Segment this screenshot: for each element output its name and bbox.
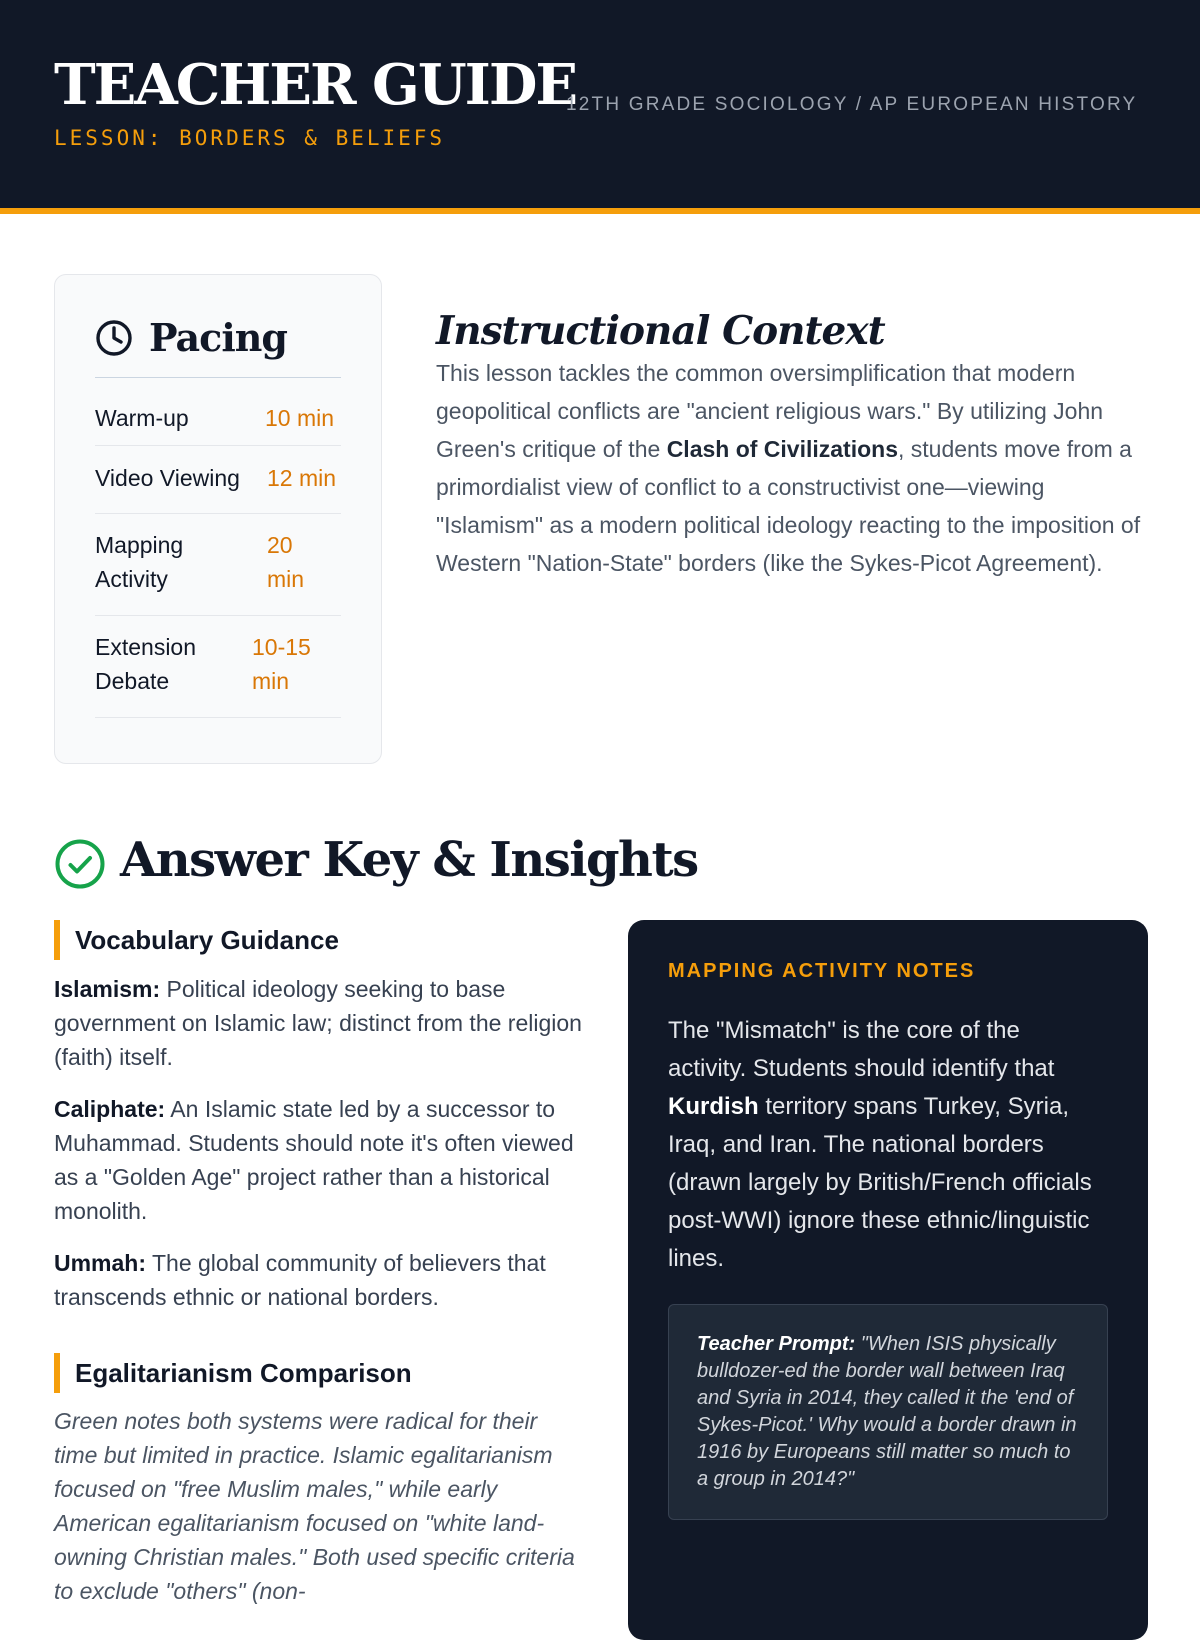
teacher-prompt-text: "When ISIS physically bulldozer-ed the border wall between Iraq and Syria in 2014, they called it the 'end of Sykes-Picot.' Why would a border drawn in 1916 by Europeans still matter so much to a group in 2014?" xyxy=(697,1333,1077,1490)
answer-key-title: Answer Key & Insights xyxy=(120,832,698,888)
mapping-notes-text xyxy=(668,1012,1098,1278)
vocab-entry xyxy=(54,972,584,1074)
mapping-notes-label: MAPPING ACTIVITY NOTES xyxy=(668,960,976,982)
mapping-text: The "Mismatch" is the core of the activity. Students should identify that xyxy=(668,1017,1055,1082)
pacing-activity: Warm-up xyxy=(95,405,189,431)
vocab-term: Ummah: xyxy=(54,1250,147,1276)
guide-title: TEACHER GUIDE xyxy=(54,52,577,118)
pacing-duration: 10 min xyxy=(265,405,335,431)
pacing-row xyxy=(95,445,341,514)
egalitarianism-heading: Egalitarianism Comparison xyxy=(54,1353,574,1393)
mapping-emphasis: Kurdish xyxy=(668,1093,759,1120)
pacing-card xyxy=(54,274,382,764)
vocab-entry xyxy=(54,1092,584,1228)
egalitarianism-text: Green notes both systems were radical for their time but limited in practice. Islamic egalitarianism focused on "free Muslim males," while early American egalitarianism focused on "white land-owning Christian males." Both used specific criteria to exclude "others" (non- xyxy=(54,1408,575,1604)
vocab-definition: The global community of believers that transcends ethnic or national borders. xyxy=(54,1250,546,1310)
teacher-prompt-box xyxy=(668,1304,1108,1520)
clock-icon xyxy=(95,319,133,357)
guide-header xyxy=(0,0,1200,214)
vocab-entry xyxy=(54,1246,584,1314)
mapping-text: territory spans Turkey, Syria, Iraq, and Iran. The national borders (drawn largely by British/French officials post-WWI) ignore these ethnic/linguistic lines. xyxy=(668,1093,1092,1272)
course-label: 12TH GRADE SOCIOLOGY / AP EUROPEAN HISTORY xyxy=(566,94,1138,115)
pacing-header xyxy=(95,315,341,378)
pacing-duration: 10-15 min xyxy=(252,634,311,694)
vocab-definition: Political ideology seeking to base government on Islamic law; distinct from the religion (faith) itself. xyxy=(54,976,582,1070)
lesson-subtitle: LESSON: BORDERS & BELIEFS xyxy=(54,126,446,150)
teacher-prompt-label: Teacher Prompt: xyxy=(697,1333,856,1355)
vocab-term: Islamism: xyxy=(54,976,161,1002)
vocab-definition: An Islamic state led by a successor to Muhammad. Students should note it's often viewed as a "Golden Age" project rather than a historical monolith. xyxy=(54,1096,574,1224)
pacing-activity: Video Viewing xyxy=(95,465,240,491)
pacing-activity: Mapping Activity xyxy=(95,532,184,592)
context-emphasis: Clash of Civilizations xyxy=(666,436,899,462)
pacing-title: Pacing xyxy=(149,315,287,360)
pacing-row xyxy=(95,513,341,616)
pacing-duration: 12 min xyxy=(267,465,337,491)
pacing-row xyxy=(95,393,341,446)
pacing-row xyxy=(95,615,341,718)
context-text: This lesson tackles the common oversimplification that modern geopolitical conflicts are "ancient religious wars." By utilizing John Green's critique of the xyxy=(436,360,1104,462)
context-title: Instructional Context xyxy=(436,308,885,355)
vocab-term: Caliphate: xyxy=(54,1096,166,1122)
pacing-activity: Extension Debate xyxy=(95,634,197,694)
vocabulary-heading: Vocabulary Guidance xyxy=(54,920,574,960)
pacing-duration: 20 min xyxy=(267,532,305,592)
mapping-notes-card xyxy=(628,920,1148,1640)
check-circle-icon xyxy=(54,838,106,890)
context-paragraph xyxy=(436,354,1156,582)
context-text: , students move from a primordialist view of conflict to a constructivist one—viewing "Islamism" as a modern political ideology reacting to the imposition of Western "Nation-State" borders (like the Sykes-Picot Agreement). xyxy=(436,436,1141,576)
